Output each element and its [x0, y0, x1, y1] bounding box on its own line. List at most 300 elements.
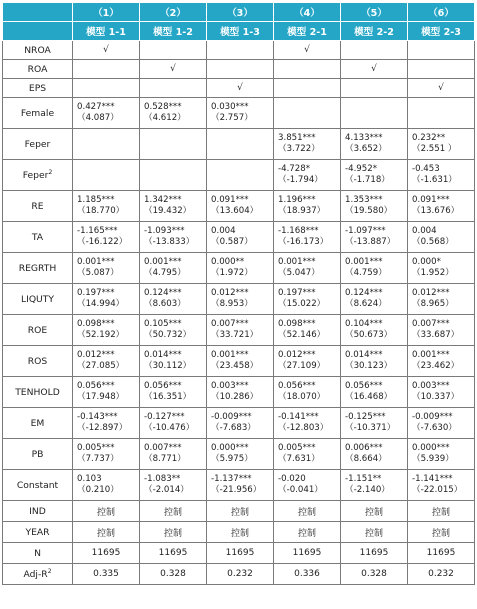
coefficient: 0.000* [412, 256, 441, 267]
table-cell [140, 160, 207, 191]
coefficient: 0.528*** [144, 101, 182, 112]
coefficient: 0.232** [412, 132, 446, 143]
coefficient: 0.005*** [278, 442, 316, 453]
table-row [3, 564, 475, 585]
coefficient: 3.851*** [278, 132, 316, 143]
coefficient: -0.453 [412, 163, 440, 174]
table-cell: 控制 [408, 501, 475, 522]
header-num: （6） [408, 3, 475, 22]
table-cell [140, 377, 207, 408]
table-cell [207, 284, 274, 315]
coefficient: -1.141*** [412, 473, 453, 484]
coefficient: -1.151** [345, 473, 382, 484]
table-cell: 0.336 [274, 564, 341, 585]
t-statistic: （1.972） [211, 268, 253, 278]
coefficient: 0.012*** [278, 349, 316, 360]
variable-label [3, 98, 73, 129]
t-statistic: （2.757） [211, 113, 253, 123]
t-statistic: （-13.887） [345, 237, 396, 247]
coefficient: 0.056*** [77, 380, 115, 391]
coefficient: 0.001*** [77, 256, 115, 267]
variable-name: TENHOLD [15, 386, 60, 398]
coefficient: 0.091*** [211, 194, 249, 205]
table-cell [408, 408, 475, 439]
variable-name: LIQUTY [20, 293, 54, 305]
table-cell [73, 439, 140, 470]
coefficient: -0.020 [278, 473, 306, 484]
t-statistic: （16.351） [144, 392, 192, 402]
variable-name: IND [29, 505, 46, 517]
table-cell [408, 222, 475, 253]
variable-label [3, 522, 73, 543]
table-cell [274, 284, 341, 315]
t-statistic: （52.192） [77, 330, 125, 340]
header-num: （3） [207, 3, 274, 22]
table-cell [408, 284, 475, 315]
coefficient: 0.103（0.210） [77, 473, 119, 495]
table-cell [341, 470, 408, 501]
t-statistic: （17.948） [77, 392, 125, 402]
table-cell [274, 315, 341, 346]
table-row [3, 79, 475, 98]
table-cell [408, 346, 475, 377]
t-statistic: （50.673） [345, 330, 393, 340]
table-cell [140, 79, 207, 98]
coefficient: 0.098*** [278, 318, 316, 329]
coefficient: -0.143*** [77, 411, 118, 422]
variable-label [3, 470, 73, 501]
table-row [3, 253, 475, 284]
table-cell: √ [207, 79, 274, 98]
superscript: 2 [48, 168, 53, 176]
coefficient: 0.003*** [412, 380, 450, 391]
coefficient: 0.001*** [211, 349, 249, 360]
coefficient: -1.168*** [278, 225, 319, 236]
t-statistic: （5.975） [211, 454, 253, 464]
t-statistic: （8.953） [211, 299, 253, 309]
table-cell [341, 160, 408, 191]
t-statistic: （-2.014） [144, 485, 189, 495]
coefficient: 0.001*** [144, 256, 182, 267]
table-cell [207, 129, 274, 160]
table-cell: 控制 [207, 522, 274, 543]
table-row [3, 98, 475, 129]
table-cell: 控制 [341, 522, 408, 543]
table-row [3, 41, 475, 60]
header-model: 模型 1-1 [73, 22, 140, 41]
table-cell: 11695 [408, 543, 475, 564]
t-statistic: （7.737） [77, 454, 119, 464]
t-statistic: （16.468） [345, 392, 393, 402]
table-cell [341, 377, 408, 408]
coefficient: -0.009*** [211, 411, 252, 422]
variable-name: REGRTH [18, 262, 57, 274]
table-cell [274, 470, 341, 501]
t-statistic: （8.965） [412, 299, 454, 309]
variable-name: EM [30, 417, 45, 429]
variable-label [3, 543, 73, 564]
coefficient: 0.005*** [77, 442, 115, 453]
table-cell: √ [274, 41, 341, 60]
coefficient: 0.427*** [77, 101, 115, 112]
coefficient: -4.728* [278, 163, 310, 174]
coefficient: -0.141*** [278, 411, 319, 422]
table-cell [341, 129, 408, 160]
table-cell [207, 346, 274, 377]
t-statistic: （4.087） [77, 113, 119, 123]
table-cell [73, 408, 140, 439]
table-cell [73, 346, 140, 377]
header-model: 模型 1-3 [207, 22, 274, 41]
table-cell [207, 98, 274, 129]
coefficient: 0.124*** [345, 287, 383, 298]
table-cell [274, 98, 341, 129]
t-statistic: （-12.803） [278, 423, 329, 433]
coefficient: 0.030*** [211, 101, 249, 112]
table-cell [73, 98, 140, 129]
table-cell [408, 98, 475, 129]
table-cell [73, 315, 140, 346]
t-statistic: （14.994） [77, 299, 125, 309]
table-cell: 11695 [341, 543, 408, 564]
coefficient: 0.056*** [144, 380, 182, 391]
variable-name: RE [31, 200, 44, 212]
t-statistic: （15.022） [278, 299, 326, 309]
table-cell [341, 191, 408, 222]
table-cell [207, 191, 274, 222]
table-row [3, 284, 475, 315]
table-cell [274, 377, 341, 408]
t-statistic: （30.112） [144, 361, 192, 371]
table-cell [274, 253, 341, 284]
table-cell [341, 98, 408, 129]
table-cell: 控制 [341, 501, 408, 522]
variable-name: NROA [24, 44, 51, 56]
coefficient: 0.012*** [211, 287, 249, 298]
t-statistic: （8.771） [144, 454, 186, 464]
coefficient: 0.056*** [278, 380, 316, 391]
table-cell [274, 439, 341, 470]
table-cell [408, 377, 475, 408]
table-cell [73, 470, 140, 501]
t-statistic: （30.123） [345, 361, 393, 371]
variable-label [3, 253, 73, 284]
table-row [3, 377, 475, 408]
coefficient: 1.196*** [278, 194, 316, 205]
table-cell [274, 79, 341, 98]
t-statistic: （23.462） [412, 361, 460, 371]
table-cell: √ [341, 60, 408, 79]
table-cell [73, 129, 140, 160]
header-num: （5） [341, 3, 408, 22]
t-statistic: （5.939） [412, 454, 454, 464]
table-cell [140, 284, 207, 315]
table-cell: 控制 [140, 522, 207, 543]
variable-label [3, 60, 73, 79]
t-statistic: （1.952） [412, 268, 454, 278]
table-cell [140, 129, 207, 160]
table-cell [140, 439, 207, 470]
coefficient: -1.083** [144, 473, 181, 484]
table-cell [207, 253, 274, 284]
coefficient: 0.014*** [144, 349, 182, 360]
variable-label [3, 346, 73, 377]
table-cell [408, 315, 475, 346]
t-statistic: （-12.897） [77, 423, 128, 433]
t-statistic: （-22.015） [412, 485, 463, 495]
t-statistic: （18.070） [278, 392, 326, 402]
coefficient: 0.006*** [345, 442, 383, 453]
t-statistic: （4.612） [144, 113, 186, 123]
coefficient: 0.197*** [77, 287, 115, 298]
table-cell [207, 41, 274, 60]
header-model: 模型 1-2 [140, 22, 207, 41]
table-row [3, 60, 475, 79]
coefficient: 0.004 [211, 225, 236, 236]
variable-name: Female [20, 107, 55, 119]
table-row [3, 470, 475, 501]
t-statistic: （8.603） [144, 299, 186, 309]
t-statistic: （33.721） [211, 330, 259, 340]
table-cell [274, 160, 341, 191]
table-cell [140, 408, 207, 439]
t-statistic: （8.664） [345, 454, 387, 464]
table-cell: 控制 [274, 522, 341, 543]
table-cell [207, 470, 274, 501]
t-statistic: （5.047） [278, 268, 320, 278]
table-cell [274, 408, 341, 439]
t-statistic: （13.604） [211, 206, 259, 216]
table-cell [207, 60, 274, 79]
variable-label [3, 191, 73, 222]
table-row [3, 439, 475, 470]
t-statistic: （50.732） [144, 330, 192, 340]
coefficient: 0.003*** [211, 380, 249, 391]
table-cell [341, 79, 408, 98]
t-statistic: （19.580） [345, 206, 393, 216]
t-statistic: （-1.718） [345, 175, 390, 185]
table-cell: √ [73, 41, 140, 60]
table-cell [140, 253, 207, 284]
table-row [3, 315, 475, 346]
table-cell [207, 222, 274, 253]
variable-name: Adj-R [23, 568, 48, 580]
coefficient: 0.007*** [211, 318, 249, 329]
header-num: （1） [73, 3, 140, 22]
t-statistic: （-2.140） [345, 485, 390, 495]
t-statistic: （10.286） [211, 392, 259, 402]
table-cell [408, 470, 475, 501]
variable-label [3, 501, 73, 522]
table-cell [408, 60, 475, 79]
table-cell [140, 98, 207, 129]
table-cell [408, 253, 475, 284]
table-cell: 控制 [140, 501, 207, 522]
t-statistic: （-10.371） [345, 423, 396, 433]
table-cell [341, 41, 408, 60]
t-statistic: （-21.956） [211, 485, 262, 495]
variable-name: Feper [24, 138, 51, 150]
table-cell [73, 191, 140, 222]
table-cell [207, 408, 274, 439]
coefficient: 1.185*** [77, 194, 115, 205]
coefficient: -1.097*** [345, 225, 386, 236]
table-cell: 控制 [73, 501, 140, 522]
header-model: 模型 2-2 [341, 22, 408, 41]
table-cell: 0.335 [73, 564, 140, 585]
t-statistic: （13.676） [412, 206, 460, 216]
table-cell: 0.232 [207, 564, 274, 585]
table-row [3, 191, 475, 222]
table-cell: 11695 [207, 543, 274, 564]
table-cell [341, 222, 408, 253]
table-cell [140, 41, 207, 60]
coefficient: -0.127*** [144, 411, 185, 422]
coefficient: 0.197*** [278, 287, 316, 298]
header-corner [3, 3, 73, 22]
t-statistic: （0.568） [412, 237, 454, 247]
t-statistic: （27.085） [77, 361, 125, 371]
t-statistic: （7.631） [278, 454, 320, 464]
table-cell: 11695 [274, 543, 341, 564]
t-statistic: （2.551 ） [412, 144, 457, 154]
variable-label [3, 408, 73, 439]
variable-label [3, 79, 73, 98]
header-row-models [3, 22, 475, 41]
variable-label [3, 284, 73, 315]
coefficient: 0.056*** [345, 380, 383, 391]
table-cell: 11695 [73, 543, 140, 564]
coefficient: 1.342*** [144, 194, 182, 205]
table-cell [207, 439, 274, 470]
table-cell [408, 160, 475, 191]
t-statistic: （10.337） [412, 392, 460, 402]
t-statistic: （18.937） [278, 206, 326, 216]
header-model: 模型 2-3 [408, 22, 475, 41]
t-statistic: （5.087） [77, 268, 119, 278]
table-cell [73, 60, 140, 79]
variable-name: ROS [27, 355, 48, 367]
coefficient: 0.007*** [412, 318, 450, 329]
table-cell [73, 253, 140, 284]
coefficient: 0.001*** [412, 349, 450, 360]
table-cell [207, 160, 274, 191]
header-num: （4） [274, 3, 341, 22]
regression-table [2, 2, 475, 585]
table-cell [140, 315, 207, 346]
table-cell [140, 222, 207, 253]
t-statistic: （3.722） [278, 144, 320, 154]
t-statistic: （0.587） [211, 237, 253, 247]
variable-name: PB [31, 448, 44, 460]
table-cell [341, 315, 408, 346]
table-cell: 控制 [73, 522, 140, 543]
table-cell: 11695 [140, 543, 207, 564]
table-cell [341, 284, 408, 315]
table-row [3, 543, 475, 564]
table-cell [73, 222, 140, 253]
coefficient: 1.353*** [345, 194, 383, 205]
table-row [3, 501, 475, 522]
variable-name: TA [31, 231, 44, 243]
table-cell [408, 129, 475, 160]
table-cell [73, 160, 140, 191]
coefficient: -4.952* [345, 163, 377, 174]
table-cell [274, 346, 341, 377]
table-cell: 控制 [408, 522, 475, 543]
coefficient: 0.012*** [77, 349, 115, 360]
variable-label [3, 564, 73, 585]
coefficient: 0.105*** [144, 318, 182, 329]
t-statistic: （4.795） [144, 268, 186, 278]
coefficient: 0.014*** [345, 349, 383, 360]
t-statistic: （-13.833） [144, 237, 195, 247]
t-statistic: （-16.122） [77, 237, 128, 247]
coefficient: 0.001*** [345, 256, 383, 267]
table-cell: 0.232 [408, 564, 475, 585]
coefficient: -0.009*** [412, 411, 453, 422]
header-corner [3, 22, 73, 41]
t-statistic: （-0.041） [278, 485, 323, 495]
t-statistic: （23.458） [211, 361, 259, 371]
t-statistic: （27.109） [278, 361, 326, 371]
variable-name: N [34, 547, 41, 559]
variable-label [3, 377, 73, 408]
table-cell [274, 60, 341, 79]
coefficient: 0.007*** [144, 442, 182, 453]
t-statistic: （8.624） [345, 299, 387, 309]
t-statistic: （52.146） [278, 330, 326, 340]
table-cell: 控制 [207, 501, 274, 522]
table-cell [408, 41, 475, 60]
table-cell [207, 377, 274, 408]
variable-name: YEAR [25, 526, 50, 538]
t-statistic: （-1.631） [412, 175, 457, 185]
coefficient: 0.012*** [412, 287, 450, 298]
superscript: 2 [47, 567, 52, 575]
coefficient: -1.093*** [144, 225, 185, 236]
variable-label [3, 439, 73, 470]
table-cell [207, 315, 274, 346]
coefficient: 0.124*** [144, 287, 182, 298]
table-cell [274, 191, 341, 222]
table-cell [341, 253, 408, 284]
header-num: （2） [140, 3, 207, 22]
coefficient: 0.000*** [211, 442, 249, 453]
table-cell [140, 191, 207, 222]
table-cell [73, 79, 140, 98]
table-cell [73, 377, 140, 408]
variable-name: Feper [22, 169, 49, 181]
variable-name: ROA [27, 63, 48, 75]
header-model: 模型 2-1 [274, 22, 341, 41]
t-statistic: （-7.683） [211, 423, 256, 433]
variable-label [3, 315, 73, 346]
table-cell: 0.328 [140, 564, 207, 585]
coefficient: 0.104*** [345, 318, 383, 329]
variable-label [3, 222, 73, 253]
table-cell [274, 129, 341, 160]
table-cell [341, 346, 408, 377]
coefficient: 0.001*** [278, 256, 316, 267]
t-statistic: （-1.794） [278, 175, 323, 185]
t-statistic: （-16.173） [278, 237, 329, 247]
variable-label [3, 41, 73, 60]
variable-name: ROE [27, 324, 48, 336]
variable-label [3, 129, 73, 160]
coefficient: 0.004 [412, 225, 437, 236]
table-row [3, 160, 475, 191]
